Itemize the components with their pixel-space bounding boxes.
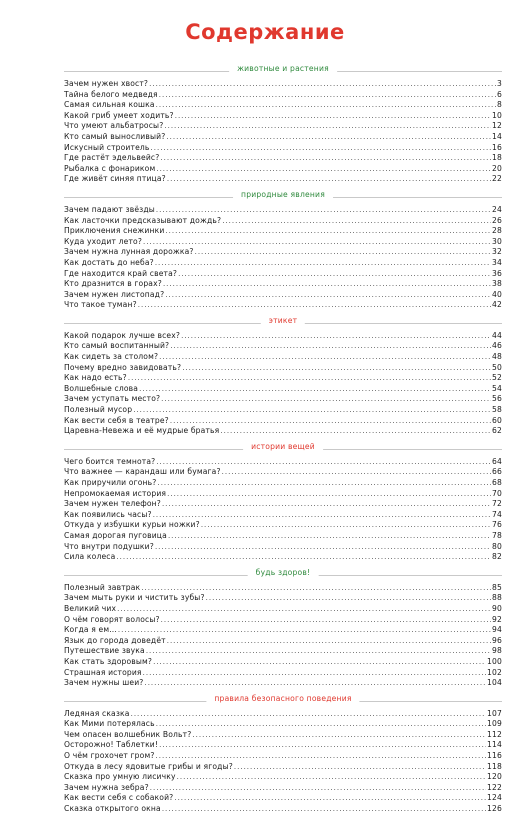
entry-title: Зачем нужны шеи? [64, 678, 144, 688]
entry-page-number: 96 [492, 635, 502, 645]
entry-title: Что важнее — карандаш или бумага? [64, 467, 221, 477]
entry-page-number: 66 [492, 467, 502, 477]
section-header [64, 566, 502, 582]
toc-entry[interactable] [64, 793, 502, 804]
dot-leader [143, 668, 486, 679]
dot-leader [160, 153, 491, 164]
dot-leader [162, 499, 491, 510]
entry-page-number: 54 [492, 383, 502, 393]
dot-leader [156, 719, 486, 730]
entry-page-number: 94 [492, 625, 502, 635]
toc-entry[interactable] [64, 290, 502, 301]
entry-page-number: 126 [487, 804, 502, 814]
toc-entry[interactable] [64, 237, 502, 248]
toc-entry[interactable] [64, 719, 502, 730]
dot-leader [157, 478, 491, 489]
toc-entry[interactable] [64, 174, 502, 185]
dot-leader [149, 79, 496, 90]
dot-leader [175, 111, 491, 122]
toc-entry[interactable] [64, 625, 502, 636]
toc-entry[interactable] [64, 783, 502, 794]
entry-title: Приключения снежинки [64, 226, 165, 236]
entry-title: Кто самый выносливый? [64, 131, 166, 141]
entry-page-number: 60 [492, 415, 502, 425]
entry-title: Зачем нужен хвост? [64, 79, 149, 88]
entry-title: Сказка открытого окна [64, 804, 161, 814]
toc-entry[interactable] [64, 751, 502, 762]
table-of-contents [64, 62, 502, 815]
entry-title: Искусный строитель [64, 142, 150, 152]
dot-leader [116, 552, 491, 563]
dot-leader [161, 615, 491, 626]
entry-page-number: 44 [492, 330, 502, 340]
dot-leader [165, 290, 491, 301]
entry-title: Где живёт синяя птица? [64, 174, 166, 184]
toc-entry[interactable] [64, 804, 502, 815]
entry-title: Как сидеть за столом? [64, 352, 159, 362]
dot-leader [156, 205, 491, 216]
entry-title: Полезный мусор [64, 405, 133, 415]
dot-leader [159, 740, 486, 751]
toc-entry[interactable] [64, 205, 502, 216]
entry-page-number: 28 [492, 226, 502, 236]
entry-page-number: 118 [487, 761, 502, 771]
entry-page-number: 12 [492, 121, 502, 131]
section-header [64, 314, 502, 330]
dot-leader [156, 100, 496, 111]
toc-section [64, 314, 502, 437]
entry-page-number: 3 [497, 79, 502, 88]
dot-leader [144, 678, 486, 689]
entry-title: Сила колеса [64, 552, 116, 562]
section-heading: природные явления [233, 190, 333, 199]
toc-entry[interactable] [64, 762, 502, 773]
dot-leader [222, 467, 491, 478]
dot-leader [167, 489, 491, 500]
dot-leader [201, 520, 491, 531]
entry-page-number: 90 [492, 603, 502, 613]
toc-entry[interactable] [64, 373, 502, 384]
dot-leader [167, 636, 491, 647]
section-header [64, 188, 502, 204]
entry-page-number: 8 [497, 100, 502, 110]
dot-leader [166, 132, 491, 143]
dot-leader [170, 416, 491, 427]
section-heading: этикет [261, 316, 305, 325]
toc-entry[interactable] [64, 542, 502, 553]
toc-entry[interactable] [64, 457, 502, 468]
toc-entry[interactable] [64, 405, 502, 416]
dot-leader [141, 583, 491, 594]
entry-title: Чего боится темнота? [64, 456, 156, 466]
toc-entry[interactable] [64, 132, 502, 143]
entry-title: Откуда у избушки курьи ножки? [64, 520, 200, 530]
entry-title: Как появились часы? [64, 509, 152, 519]
entry-title: Какой подарок лучше всех? [64, 330, 181, 340]
entry-page-number: 109 [487, 719, 502, 729]
toc-entry[interactable] [64, 615, 502, 626]
entry-page-number: 88 [492, 593, 502, 603]
entry-title: Как вести себя в театре? [64, 415, 169, 425]
entry-title: Зачем мыть руки и чистить зубы? [64, 593, 205, 603]
entry-title: Зачем нужен телефон? [64, 499, 161, 509]
entry-title: Кто дразнится в горах? [64, 279, 162, 289]
dot-leader [234, 762, 486, 773]
entry-page-number: 120 [487, 772, 502, 782]
toc-entry[interactable] [64, 341, 502, 352]
entry-page-number: 48 [492, 352, 502, 362]
entry-title: Самая дорогая пуговица [64, 530, 167, 540]
entry-title: Великий чих [64, 603, 117, 613]
entry-page-number: 16 [492, 142, 502, 152]
entry-page-number: 46 [492, 341, 502, 351]
entry-title: Когда я ем... [64, 625, 117, 635]
toc-entry[interactable] [64, 111, 502, 122]
toc-entry[interactable] [64, 772, 502, 783]
section-header [64, 62, 502, 78]
dot-leader [156, 164, 491, 175]
entry-title: Ледяная сказка [64, 708, 130, 718]
toc-entry[interactable] [64, 279, 502, 290]
entry-page-number: 124 [487, 793, 502, 803]
dot-leader [156, 751, 487, 762]
entry-page-number: 72 [492, 499, 502, 509]
dot-leader [118, 625, 491, 636]
toc-entry[interactable] [64, 478, 502, 489]
entry-page-number: 18 [492, 153, 502, 163]
entry-title: Зачем нужна зебра? [64, 782, 149, 792]
entry-page-number: 116 [487, 751, 502, 761]
entry-page-number: 36 [492, 268, 502, 278]
dot-leader [177, 772, 486, 783]
entry-page-number: 42 [492, 300, 502, 310]
dot-leader [162, 804, 486, 815]
dot-leader [117, 604, 491, 615]
entry-page-number: 50 [492, 362, 502, 372]
toc-section [64, 692, 502, 815]
dot-leader [222, 216, 491, 227]
entry-page-number: 104 [487, 678, 502, 688]
entry-page-number: 20 [492, 163, 502, 173]
toc-entry[interactable] [64, 352, 502, 363]
toc-entry[interactable] [64, 363, 502, 374]
dot-leader [159, 352, 491, 363]
toc-entry[interactable] [64, 394, 502, 405]
entry-page-number: 6 [497, 89, 502, 99]
entry-title: О чём грохочет гром? [64, 751, 155, 761]
dot-leader [151, 143, 491, 154]
entry-title: Волшебные слова [64, 383, 139, 393]
dot-leader [133, 405, 491, 416]
entry-page-number: 98 [492, 646, 502, 656]
entry-page-number: 68 [492, 478, 502, 487]
toc-entry[interactable] [64, 604, 502, 615]
entry-page-number: 70 [492, 488, 502, 498]
entry-page-number: 82 [492, 552, 502, 562]
section-heading: будь здоров! [248, 568, 319, 577]
dot-leader [159, 90, 496, 101]
dot-leader [163, 279, 491, 290]
dot-leader [165, 226, 491, 237]
entry-title: Как стать здоровым? [64, 656, 153, 666]
entry-title: Куда уходит лето? [64, 236, 143, 246]
entry-page-number: 80 [492, 541, 502, 551]
entry-page-number: 112 [487, 729, 502, 739]
dot-leader [181, 331, 491, 342]
toc-entry[interactable] [64, 153, 502, 164]
toc-entry[interactable] [64, 499, 502, 510]
toc-entry[interactable] [64, 300, 502, 311]
toc-entry[interactable] [64, 247, 502, 258]
entry-title: Как вести себя с собакой? [64, 793, 174, 803]
dot-leader [220, 426, 491, 437]
section-heading: животные и растения [229, 64, 337, 73]
dot-leader [128, 373, 491, 384]
entry-title: Полезный завтрак [64, 582, 141, 592]
entry-title: Самая сильная кошка [64, 100, 155, 110]
entry-page-number: 100 [487, 656, 502, 666]
toc-entry[interactable] [64, 143, 502, 154]
dot-leader [153, 510, 491, 521]
dot-leader [156, 457, 491, 468]
toc-entry[interactable] [64, 510, 502, 521]
toc-entry[interactable] [64, 416, 502, 427]
entry-title: Где растёт эдельвейс? [64, 153, 160, 163]
entry-title: Путешествие звука [64, 646, 145, 656]
entry-title: Рыбалка с фонариком [64, 163, 156, 173]
toc-entry[interactable] [64, 593, 502, 604]
dot-leader [178, 269, 491, 280]
entry-title: Кто самый воспитанный? [64, 341, 170, 351]
entry-title: Как ласточки предсказывают дождь? [64, 215, 222, 225]
toc-entry[interactable] [64, 740, 502, 751]
entry-page-number: 14 [492, 131, 502, 141]
entry-title: Чем опасен волшебник Вольт? [64, 729, 192, 739]
entry-title: Как приручили огонь? [64, 478, 157, 487]
toc-entry[interactable] [64, 331, 502, 342]
entry-page-number: 30 [492, 236, 502, 246]
entry-title: Страшная история [64, 667, 142, 677]
entry-title: Что умеют альбатросы? [64, 121, 164, 131]
toc-entry[interactable] [64, 269, 502, 280]
entry-title: Непромокаемая история [64, 488, 167, 498]
section-header [64, 440, 502, 456]
dot-leader [143, 237, 491, 248]
toc-section [64, 440, 502, 563]
toc-entry[interactable] [64, 646, 502, 657]
page-title: Содержание [185, 20, 345, 44]
entry-page-number: 64 [492, 456, 502, 466]
toc-entry[interactable] [64, 636, 502, 647]
toc-entry[interactable] [64, 730, 502, 741]
entry-page-number: 32 [492, 247, 502, 257]
entry-title: Откуда в лесу ядовитые грибы и ягоды? [64, 761, 233, 771]
dot-leader [131, 709, 486, 720]
entry-title: Что такое туман? [64, 300, 137, 310]
entry-title: Как Мими потерялась [64, 719, 155, 729]
toc-entry[interactable] [64, 226, 502, 237]
entry-page-number: 92 [492, 614, 502, 624]
entry-page-number: 102 [487, 667, 502, 677]
toc-entry[interactable] [64, 668, 502, 679]
entry-page-number: 107 [487, 708, 502, 718]
entry-page-number: 78 [492, 530, 502, 540]
entry-page-number: 10 [492, 110, 502, 120]
entry-title: Осторожно! Таблетки! [64, 740, 159, 750]
entry-page-number: 38 [492, 279, 502, 289]
toc-entry[interactable] [64, 258, 502, 269]
toc-entry[interactable] [64, 531, 502, 542]
toc-entry[interactable] [64, 583, 502, 594]
section-heading: правила безопасного поведения [206, 694, 359, 703]
toc-entry[interactable] [64, 657, 502, 668]
entry-title: Какой гриб умеет ходить? [64, 110, 174, 120]
entry-title: Как надо есть? [64, 373, 127, 383]
toc-entry[interactable] [64, 100, 502, 111]
dot-leader [139, 384, 491, 395]
toc-section [64, 566, 502, 689]
entry-page-number: 52 [492, 373, 502, 383]
entry-title: Сказка про умную лисичку [64, 772, 176, 782]
dot-leader [206, 593, 491, 604]
entry-title: Зачем нужен листопад? [64, 289, 165, 299]
entry-page-number: 40 [492, 289, 502, 299]
toc-entry[interactable] [64, 520, 502, 531]
dot-leader [155, 542, 491, 553]
toc-section [64, 62, 502, 185]
dot-leader [170, 341, 491, 352]
entry-title: Тайна белого медведя [64, 89, 158, 99]
entry-page-number: 74 [492, 509, 502, 519]
dot-leader [164, 121, 491, 132]
entry-page-number: 62 [492, 426, 502, 436]
entry-title: Как достать до неба? [64, 257, 154, 267]
dot-leader [168, 531, 491, 542]
toc-entry[interactable] [64, 709, 502, 720]
section-heading: истории вещей [243, 442, 323, 451]
entry-page-number: 22 [492, 174, 502, 184]
dot-leader [167, 174, 491, 185]
dot-leader [155, 258, 491, 269]
dot-leader [195, 247, 491, 258]
toc-entry[interactable] [64, 90, 502, 101]
entry-page-number: 26 [492, 215, 502, 225]
toc-entry[interactable] [64, 467, 502, 478]
entry-title: Что внутри подушки? [64, 541, 154, 551]
entry-title: Язык до города доведёт [64, 635, 166, 645]
dot-leader [138, 300, 491, 311]
dot-leader [153, 657, 486, 668]
toc-entry[interactable] [64, 678, 502, 689]
toc-section [64, 188, 502, 311]
dot-leader [192, 730, 486, 741]
entry-page-number: 34 [492, 257, 502, 267]
entry-title: Зачем уступать место? [64, 394, 161, 404]
entry-title: Почему вредно завидовать? [64, 362, 182, 372]
toc-entry[interactable] [64, 216, 502, 227]
toc-entry[interactable] [64, 121, 502, 132]
toc-entry[interactable] [64, 384, 502, 395]
entry-title: О чём говорят волосы? [64, 614, 160, 624]
entry-title: Зачем падают звёзды [64, 204, 155, 214]
toc-entry[interactable] [64, 489, 502, 500]
entry-page-number: 24 [492, 204, 502, 214]
entry-title: Царевна-Невежа и её мудрые братья [64, 426, 220, 436]
dot-leader [150, 783, 486, 794]
dot-leader [174, 793, 486, 804]
entry-page-number: 58 [492, 405, 502, 415]
dot-leader [146, 646, 491, 657]
toc-entry[interactable] [64, 164, 502, 175]
dot-leader [182, 363, 491, 374]
dot-leader [161, 394, 491, 405]
entry-page-number: 85 [492, 582, 502, 592]
entry-title: Где находится край света? [64, 268, 178, 278]
entry-page-number: 114 [487, 740, 502, 750]
entry-page-number: 122 [487, 782, 502, 792]
toc-entry[interactable] [64, 79, 502, 90]
entry-page-number: 56 [492, 394, 502, 404]
entry-page-number: 76 [492, 520, 502, 530]
entry-title: Зачем нужна лунная дорожка? [64, 247, 194, 257]
toc-entry[interactable] [64, 426, 502, 437]
toc-entry[interactable] [64, 552, 502, 563]
